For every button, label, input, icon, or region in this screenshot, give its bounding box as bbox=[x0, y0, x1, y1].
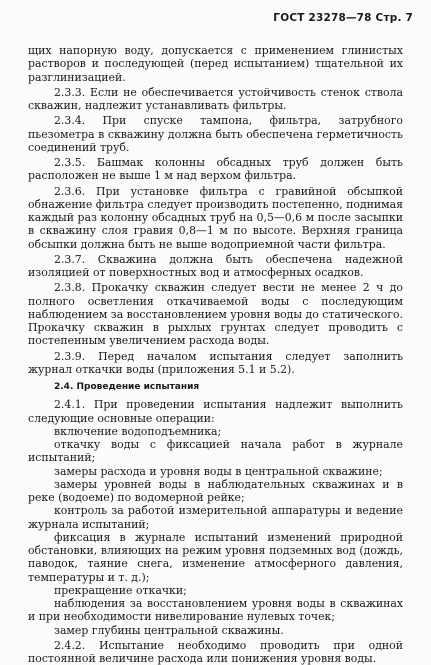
paragraph-2-4-1: 2.4.1. При проведении испытания надлежит выполнить следующие основные операции: bbox=[28, 398, 403, 425]
paragraph-2-3-6: 2.3.6. При установке фильтра с гравийной обсыпкой обнажение фильтра следует производить постепенно, поднимая каждый раз колонну обсадных труб на 0,5—0,6 м после засыпки в скважину слоя гравия 0,8—1 м по высоте. Верхняя граница обсыпки должна быть не выше водоприемной части фильтра. bbox=[28, 184, 403, 251]
operation-item: замеры уровней воды в наблюдательных скважинах и в реке (водоеме) по водомерной рейке; bbox=[28, 477, 403, 504]
paragraph-2-3-4: 2.3.4. При спуске тампона, фильтра, затрубного пьезометра в скважину должна быть обеспечена герметичность соединений труб. bbox=[28, 114, 403, 154]
operation-item: наблюдения за восстановлением уровня воды в скважинах и при необходимости нивелирование нулевых точек; bbox=[28, 597, 403, 624]
page-header: ГОСТ 23278—78 Стр. 7 bbox=[273, 12, 413, 24]
operation-item: замеры расхода и уровня воды в центральной скважине; bbox=[54, 464, 383, 478]
paragraph-2-4-2: 2.4.2. Испытание необходимо проводить при одной постоянной величине расхода или понижения уровня воды. bbox=[28, 638, 403, 665]
paragraph-continuation: щих напорную воду, допускается с применением глинистых растворов и последующей (перед испытанием) тщательной их разглинизацией. bbox=[28, 44, 403, 84]
operation-item: прекращение откачки; bbox=[54, 583, 187, 597]
operation-item: включение водоподъемника; bbox=[54, 424, 222, 438]
operation-item: контроль за работой измерительной аппаратуры и ведение журнала испытаний; bbox=[28, 504, 403, 531]
paragraph-2-3-9: 2.3.9. Перед началом испытания следует заполнить журнал откачки воды (приложения 5.1 и 5.2). bbox=[28, 349, 403, 376]
section-heading: 2.4. Проведение испытания bbox=[54, 382, 200, 392]
operation-item: фиксация в журнале испытаний изменений природной обстановки, влияющих на режим уровня подземных вод (дождь, паводок, таяние снега, изменение атмосферного давления, температуры и т. д.); bbox=[28, 530, 403, 584]
paragraph-2-3-8: 2.3.8. Прокачку скважин следует вести не менее 2 ч до полного осветления откачиваемой воды с последующим наблюдением за восстановлением уровня воды до статического. Прокачку скважин в рыхлых грунтах следует проводить с постепенным увеличением расхода воды. bbox=[28, 281, 403, 348]
operation-item: откачку воды с фиксацией начала работ в журнале испытаний; bbox=[28, 438, 403, 465]
paragraph-2-3-7: 2.3.7. Скважина должна быть обеспечена надежной изоляцией от поверхностных вод и атмосферных осадков. bbox=[28, 252, 403, 279]
paragraph-2-3-5: 2.3.5. Башмак колонны обсадных труб должен быть расположен не выше 1 м над верхом фильтра. bbox=[28, 156, 403, 183]
paragraph-2-3-3: 2.3.3. Если не обеспечивается устойчивость стенок ствола скважин, надлежит устанавливать фильтры. bbox=[28, 85, 403, 112]
document-body bbox=[28, 44, 403, 665]
operation-item: замер глубины центральной скважины. bbox=[54, 623, 284, 637]
